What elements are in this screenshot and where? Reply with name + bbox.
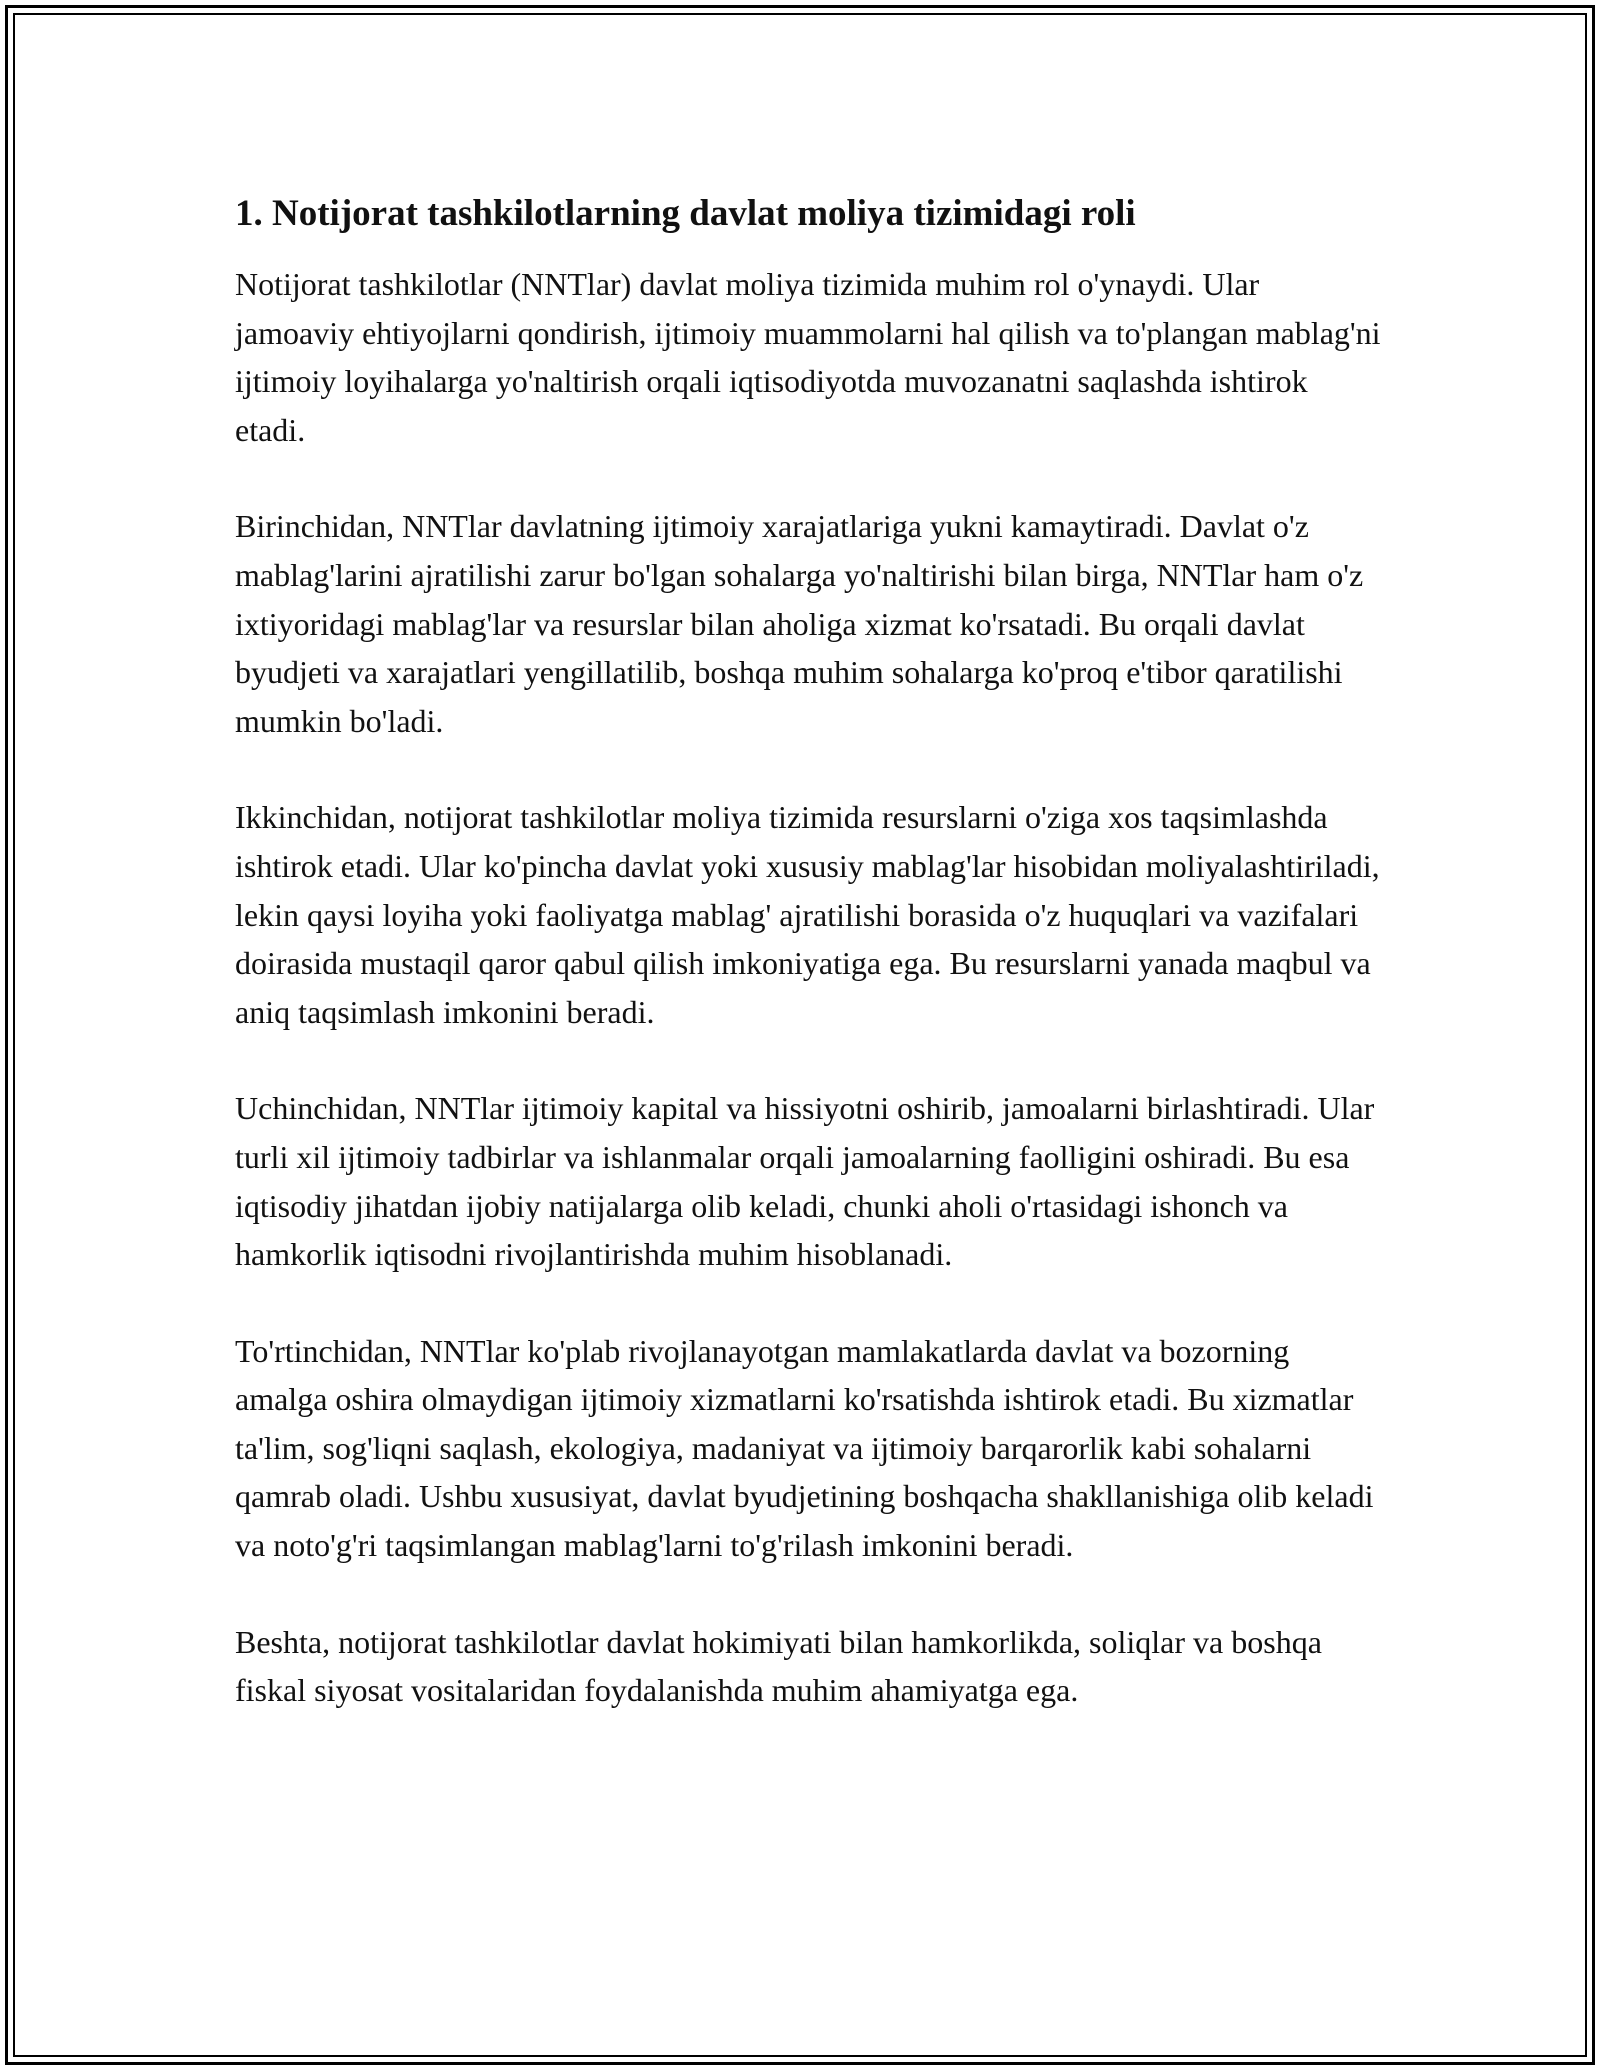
document-title: 1. Notijorat tashkilotlarning davlat moliya tizimidagi roli	[235, 193, 1136, 234]
paragraph-fourth: To'rtinchidan, NNTlar ko'plab rivojlanayotgan mamlakatlarda davlat va bozorning amalga oshira olmaydigan ijtimoiy xizmatlarni ko'rsatishda ishtirok etadi. Bu xizmatlar ta'lim, sog'liqni saqlash, ekologiya, madaniyat va ijtimoiy barqarorlik kabi sohalarni qamrab oladi. Ushbu xususiyat, davlat byudjetining boshqacha shakllanishiga olib keladi va noto'g'ri taqsimlangan mablag'larni to'g'rilash imkonini beradi.	[235, 1332, 1374, 1564]
document-body	[235, 190, 1385, 1763]
paragraph-second: Ikkinchidan, notijorat tashkilotlar moliya tizimida resurslarni o'ziga xos taqsimlashda ishtirok etadi. Ular ko'pincha davlat yoki xususiy mablag'lar hisobidan moliyalashtiriladi, lekin qaysi loyiha yoki faoliyatga mablag' ajratilishi borasida o'z huquqlari va vazifalari doirasida mustaqil qaror qabul qilish imkoniyatiga ega. Bu resurslarni yanada maqbul va aniq taqsimlash imkonini beradi.	[235, 799, 1380, 1030]
paragraph-third: Uchinchidan, NNTlar ijtimoiy kapital va hissiyotni oshirib, jamoalarni birlashtiradi. Ular turli xil ijtimoiy tadbirlar va ishlanmalar orqali jamoalarning faolligini oshiradi. Bu esa iqtisodiy jihatdan ijobiy natijalarga olib keladi, chunki aholi o'rtasidagi ishonch va hamkorlik iqtisodni rivojlantirishda muhim hisoblanadi.	[235, 1090, 1375, 1273]
paragraph-first: Birinchidan, NNTlar davlatning ijtimoiy xarajatlariga yukni kamaytiradi. Davlat o'z mablag'larini ajratilishi zarur bo'lgan sohalarga yo'naltirishi bilan birga, NNTlar ham o'z ixtiyoridagi mablag'lar va resurslar bilan aholiga xizmat ko'rsatadi. Bu orqali davlat byudjeti va xarajatlari yengillatilib, boshqa muhim sohalarga ko'proq e'tibor qaratilishi mumkin bo'ladi.	[235, 508, 1364, 739]
paragraph-fifth: Beshta, notijorat tashkilotlar davlat hokimiyati bilan hamkorlikda, soliqlar va boshqa fiskal siyosat vositalaridan foydalanishda muhim ahamiyatga ega.	[235, 1623, 1322, 1709]
paragraph-intro: Notijorat tashkilotlar (NNTlar) davlat moliya tizimida muhim rol o'ynaydi. Ular jamoaviy ehtiyojlarni qondirish, ijtimoiy muammolarni hal qilish va to'plangan mablag'ni ijtimoiy loyihalarga yo'naltirish orqali iqtisodiyotda muvozanatni saqlashda ishtirok etadi.	[235, 266, 1381, 448]
